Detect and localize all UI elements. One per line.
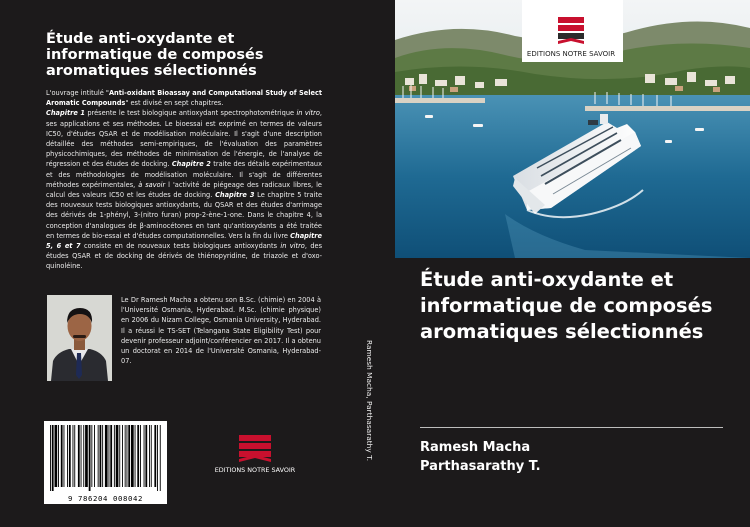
cover-photo — [395, 0, 750, 258]
chapter-label: Chapitre 1 — [46, 109, 85, 118]
front-cover-authors — [420, 438, 541, 476]
author-portrait — [47, 295, 112, 381]
isbn-barcode — [44, 421, 167, 504]
book-stack-icon — [237, 433, 273, 463]
publisher-name: EDITIONS NOTRE SAVOIR — [526, 50, 616, 58]
back-cover — [0, 0, 362, 527]
book-stack-icon — [556, 15, 586, 47]
chapter-label: Chapitre 3 — [215, 191, 255, 200]
front-cover — [395, 0, 750, 527]
author-photo — [47, 295, 112, 381]
chapter-label: Chapitre 2 — [171, 160, 211, 169]
spine-authors: Ramesh Macha, Parthasarathy T. — [365, 340, 374, 462]
isbn-number: 9 786204 008042 — [68, 494, 143, 503]
book-description: L'ouvrage intitulé "Anti-oxidant Bioassay and Computational Study of Select Aromatic Compounds" est divisé en sept chapitres. Chapitre 1 présente le test biologique antioxydant spectrophotométrique in vitro, ses applications et ses méthodes. Le bioessai est exprimé en termes de valeurs IC50, d'études QSAR et de modélisation moléculaire. Il s'agit d'une description détaillée des méthodes semi-empiriques, de l'évaluation des paramètres physicochimiques, des méthodes de minimisation de l'énergie, de l'analyse de régression et des études de docking. Chapitre 2 traite des détails expérimentaux et des méthodologies de modélisation moléculaire. Il s'agit de différentes méthodes expérimentales, à savoir l 'activité de piégeage des radicaux libres, le calcul des valeurs IC50 et les études de docking. Chapitre 3 Le chapitre 5 traite des nouveaux tests biologiques antioxydants, du QSAR et des études d'arrimage des dérivés de 1-phényl, 3-(nitro furan) prop-2-ène-1-one. Dans le chapitre 4, la conception d'analogues de β-aminocétones en tant qu'antioxydants a été traitée en termes de bio-essai et d'études computationnelles. Vers la fin du livre Chapitre 5, 6 et 7 consiste en de nouveaux tests biologiques antioxydants in vitro, des études QSAR et de docking de dérivés de thiénopyridine, de triazole et d'oxo-quinoléine. — [46, 89, 323, 271]
publisher-name: EDITIONS NOTRE SAVOIR — [214, 466, 296, 474]
barcode-bars — [44, 421, 167, 493]
author-name: Ramesh Macha — [420, 440, 531, 455]
book-spine — [362, 0, 395, 527]
english-title: Anti-oxidant Bioassay and Computational Study of Select Aromatic Compounds — [46, 89, 322, 108]
author-biography: Le Dr Ramesh Macha a obtenu son B.Sc. (chimie) en 2004 à l'Université Osmania, Hyderabad. M.Sc. (chimie physique) en 2006 du Nizam College, Osmania University, Hyderabad. Il a réussi le TS-SET (Telangana State Eligibility Test) pour devenir professeur adjoint/conférencier en 2017. Il a obtenu un doctorat en 2014 de l'Université Osmania, Hyderabad-07. — [121, 296, 321, 366]
divider-line — [420, 427, 723, 428]
back-cover-title: Étude anti-oxydante et informatique de composés aromatiques sélectionnés — [46, 31, 264, 79]
publisher-logo — [212, 433, 298, 481]
author-name: Parthasarathy T. — [420, 459, 541, 474]
chapter-label: Chapitre 5, 6 et 7 — [46, 231, 322, 251]
front-cover-title: Étude anti-oxydante et informatique de composés aromatiques sélectionnés — [420, 268, 713, 343]
publisher-logo — [516, 15, 626, 61]
